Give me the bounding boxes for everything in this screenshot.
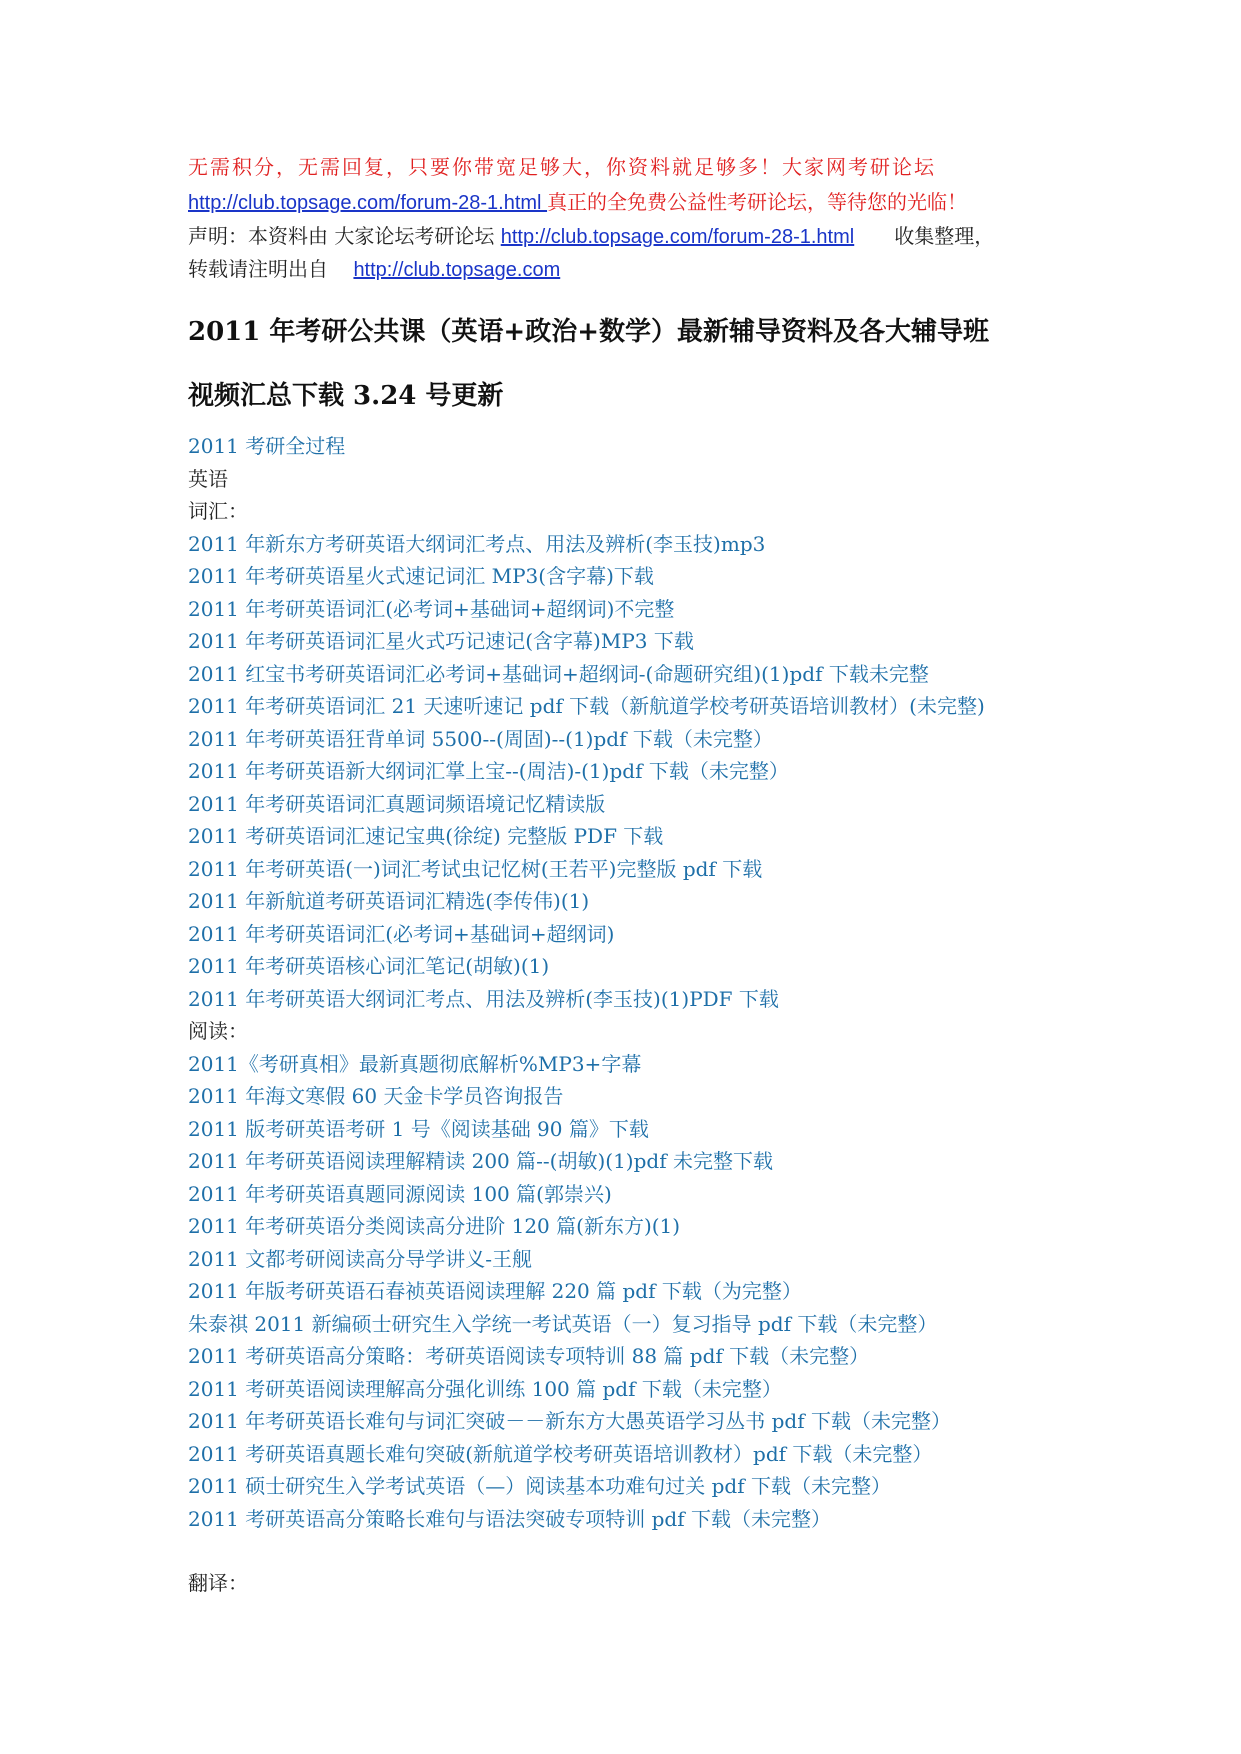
list-item[interactable]: 2011 考研英语高分策略长难句与语法突破专项特训 pdf 下载（未完整） bbox=[188, 1506, 831, 1531]
declaration-line-1 bbox=[188, 220, 1088, 253]
list-item[interactable]: 2011 年考研英语阅读理解精读 200 篇--(胡敏)(1)pdf 未完整下载 bbox=[188, 1149, 773, 1173]
list-item[interactable]: 2011 年考研英语真题同源阅读 100 篇(郭崇兴) bbox=[188, 1181, 612, 1206]
list-item[interactable]: 2011 年版考研英语石春祯英语阅读理解 220 篇 pdf 下载（为完整） bbox=[188, 1279, 802, 1303]
list-item[interactable]: 2011 年考研英语(一)词汇考试虫记忆树(王若平)完整版 pdf 下载 bbox=[188, 856, 763, 881]
list-item[interactable]: 2011 年考研英语词汇(必考词+基础词+超纲词) bbox=[188, 921, 615, 946]
list-item[interactable]: 2011 年考研英语词汇 21 天速听速记 pdf 下载（新航道学校考研英语培训教材）(未完整) bbox=[188, 694, 985, 718]
list-item[interactable]: 2011 考研英语词汇速记宝典(徐绽) 完整版 PDF 下载 bbox=[188, 824, 664, 848]
section-english-heading: 英语 bbox=[188, 466, 228, 491]
translation-heading: 翻译： bbox=[188, 1571, 248, 1595]
list-item[interactable]: 2011 年新东方考研英语大纲词汇考点、用法及辨析(李玉技)mp3 bbox=[188, 531, 766, 556]
vocab-list bbox=[188, 528, 1088, 1016]
reading-list bbox=[188, 1048, 1088, 1536]
promo-line: 无需积分，无需回复，只要你带宽足够大，你资料就足够多！大家网考研论坛 bbox=[188, 155, 936, 179]
declaration-line2-prefix: 转载请注明出自 bbox=[188, 257, 328, 281]
declaration-prefix: 声明：本资料由 大家论坛考研论坛 bbox=[188, 224, 501, 248]
document-content bbox=[188, 150, 1088, 1600]
list-item[interactable]: 2011 版考研英语考研 1 号《阅读基础 90 篇》下载 bbox=[188, 1116, 649, 1141]
list-item[interactable]: 2011 红宝书考研英语词汇必考词+基础词+超纲词-(命题研究组)(1)pdf 下载未完整 bbox=[188, 661, 929, 686]
declaration-line-2 bbox=[188, 253, 1088, 286]
list-item[interactable]: 2011 年考研英语词汇(必考词+基础词+超纲词)不完整 bbox=[188, 596, 675, 621]
promo-forum-link[interactable]: http://club.topsage.com/forum-28-1.html bbox=[188, 192, 548, 214]
list-item[interactable]: 2011 年考研英语核心词汇笔记(胡敏)(1) bbox=[188, 954, 550, 978]
list-item[interactable]: 2011 年考研英语新大纲词汇掌上宝--(周洁)-(1)pdf 下载（未完整） bbox=[188, 759, 789, 783]
list-item[interactable]: 2011 年考研英语词汇真题词频语境记忆精读版 bbox=[188, 791, 606, 816]
promo-line-2 bbox=[188, 185, 1088, 220]
promo-tail-text: 真正的全免费公益性考研论坛，等待您的光临！ bbox=[547, 190, 968, 214]
overview-link[interactable]: 2011 考研全过程 bbox=[188, 434, 346, 458]
list-item[interactable]: 2011 年海文寒假 60 天金卡学员咨询报告 bbox=[188, 1084, 564, 1108]
document-title-line-2: 视频汇总下载 3.24 号更新 bbox=[188, 381, 504, 411]
declaration-forum-link[interactable]: http://club.topsage.com/forum-28-1.html bbox=[500, 226, 855, 248]
list-item[interactable]: 2011 年考研英语词汇星火式巧记速记(含字幕)MP3 下载 bbox=[188, 629, 694, 653]
declaration-suffix: 收集整理， bbox=[894, 224, 995, 248]
list-item[interactable]: 朱泰祺 2011 新编硕士研究生入学统一考试英语（一）复习指导 pdf 下载（未完整） bbox=[188, 1311, 938, 1336]
reading-heading: 阅读： bbox=[188, 1019, 248, 1043]
list-item[interactable]: 2011 年考研英语大纲词汇考点、用法及辨析(李玉技)(1)PDF 下载 bbox=[188, 986, 779, 1011]
vocab-heading: 词汇： bbox=[188, 499, 248, 523]
list-item[interactable]: 2011 文都考研阅读高分导学讲义-王舰 bbox=[188, 1246, 533, 1271]
list-item[interactable]: 2011 硕士研究生入学考试英语（—）阅读基本功难句过关 pdf 下载（未完整） bbox=[188, 1474, 891, 1498]
list-item[interactable]: 2011 年考研英语长难句与词汇突破－－新东方大愚英语学习丛书 pdf 下载（未完整） bbox=[188, 1409, 951, 1433]
blank-line bbox=[188, 1535, 1088, 1567]
list-item[interactable]: 2011 年考研英语狂背单词 5500--(周固)--(1)pdf 下载（未完整） bbox=[188, 726, 773, 751]
list-item[interactable]: 2011 考研英语高分策略：考研英语阅读专项特训 88 篇 pdf 下载（未完整） bbox=[188, 1344, 870, 1368]
list-item[interactable]: 2011 年新航道考研英语词汇精选(李传伟)(1) bbox=[188, 889, 590, 913]
document-title-line-1: 2011 年考研公共课（英语+政治+数学）最新辅导资料及各大辅导班 bbox=[188, 317, 989, 347]
list-item[interactable]: 2011 考研英语真题长难句突破(新航道学校考研英语培训教材）pdf 下载（未完整） bbox=[188, 1441, 933, 1466]
list-item[interactable]: 2011《考研真相》最新真题彻底解析%MP3+字幕 bbox=[188, 1051, 642, 1076]
declaration-site-link[interactable]: http://club.topsage.com bbox=[353, 259, 561, 281]
list-item[interactable]: 2011 年考研英语星火式速记词汇 MP3(含字幕)下载 bbox=[188, 564, 654, 588]
list-item[interactable]: 2011 年考研英语分类阅读高分进阶 120 篇(新东方)(1) bbox=[188, 1214, 681, 1238]
list-item[interactable]: 2011 考研英语阅读理解高分强化训练 100 篇 pdf 下载（未完整） bbox=[188, 1376, 782, 1401]
